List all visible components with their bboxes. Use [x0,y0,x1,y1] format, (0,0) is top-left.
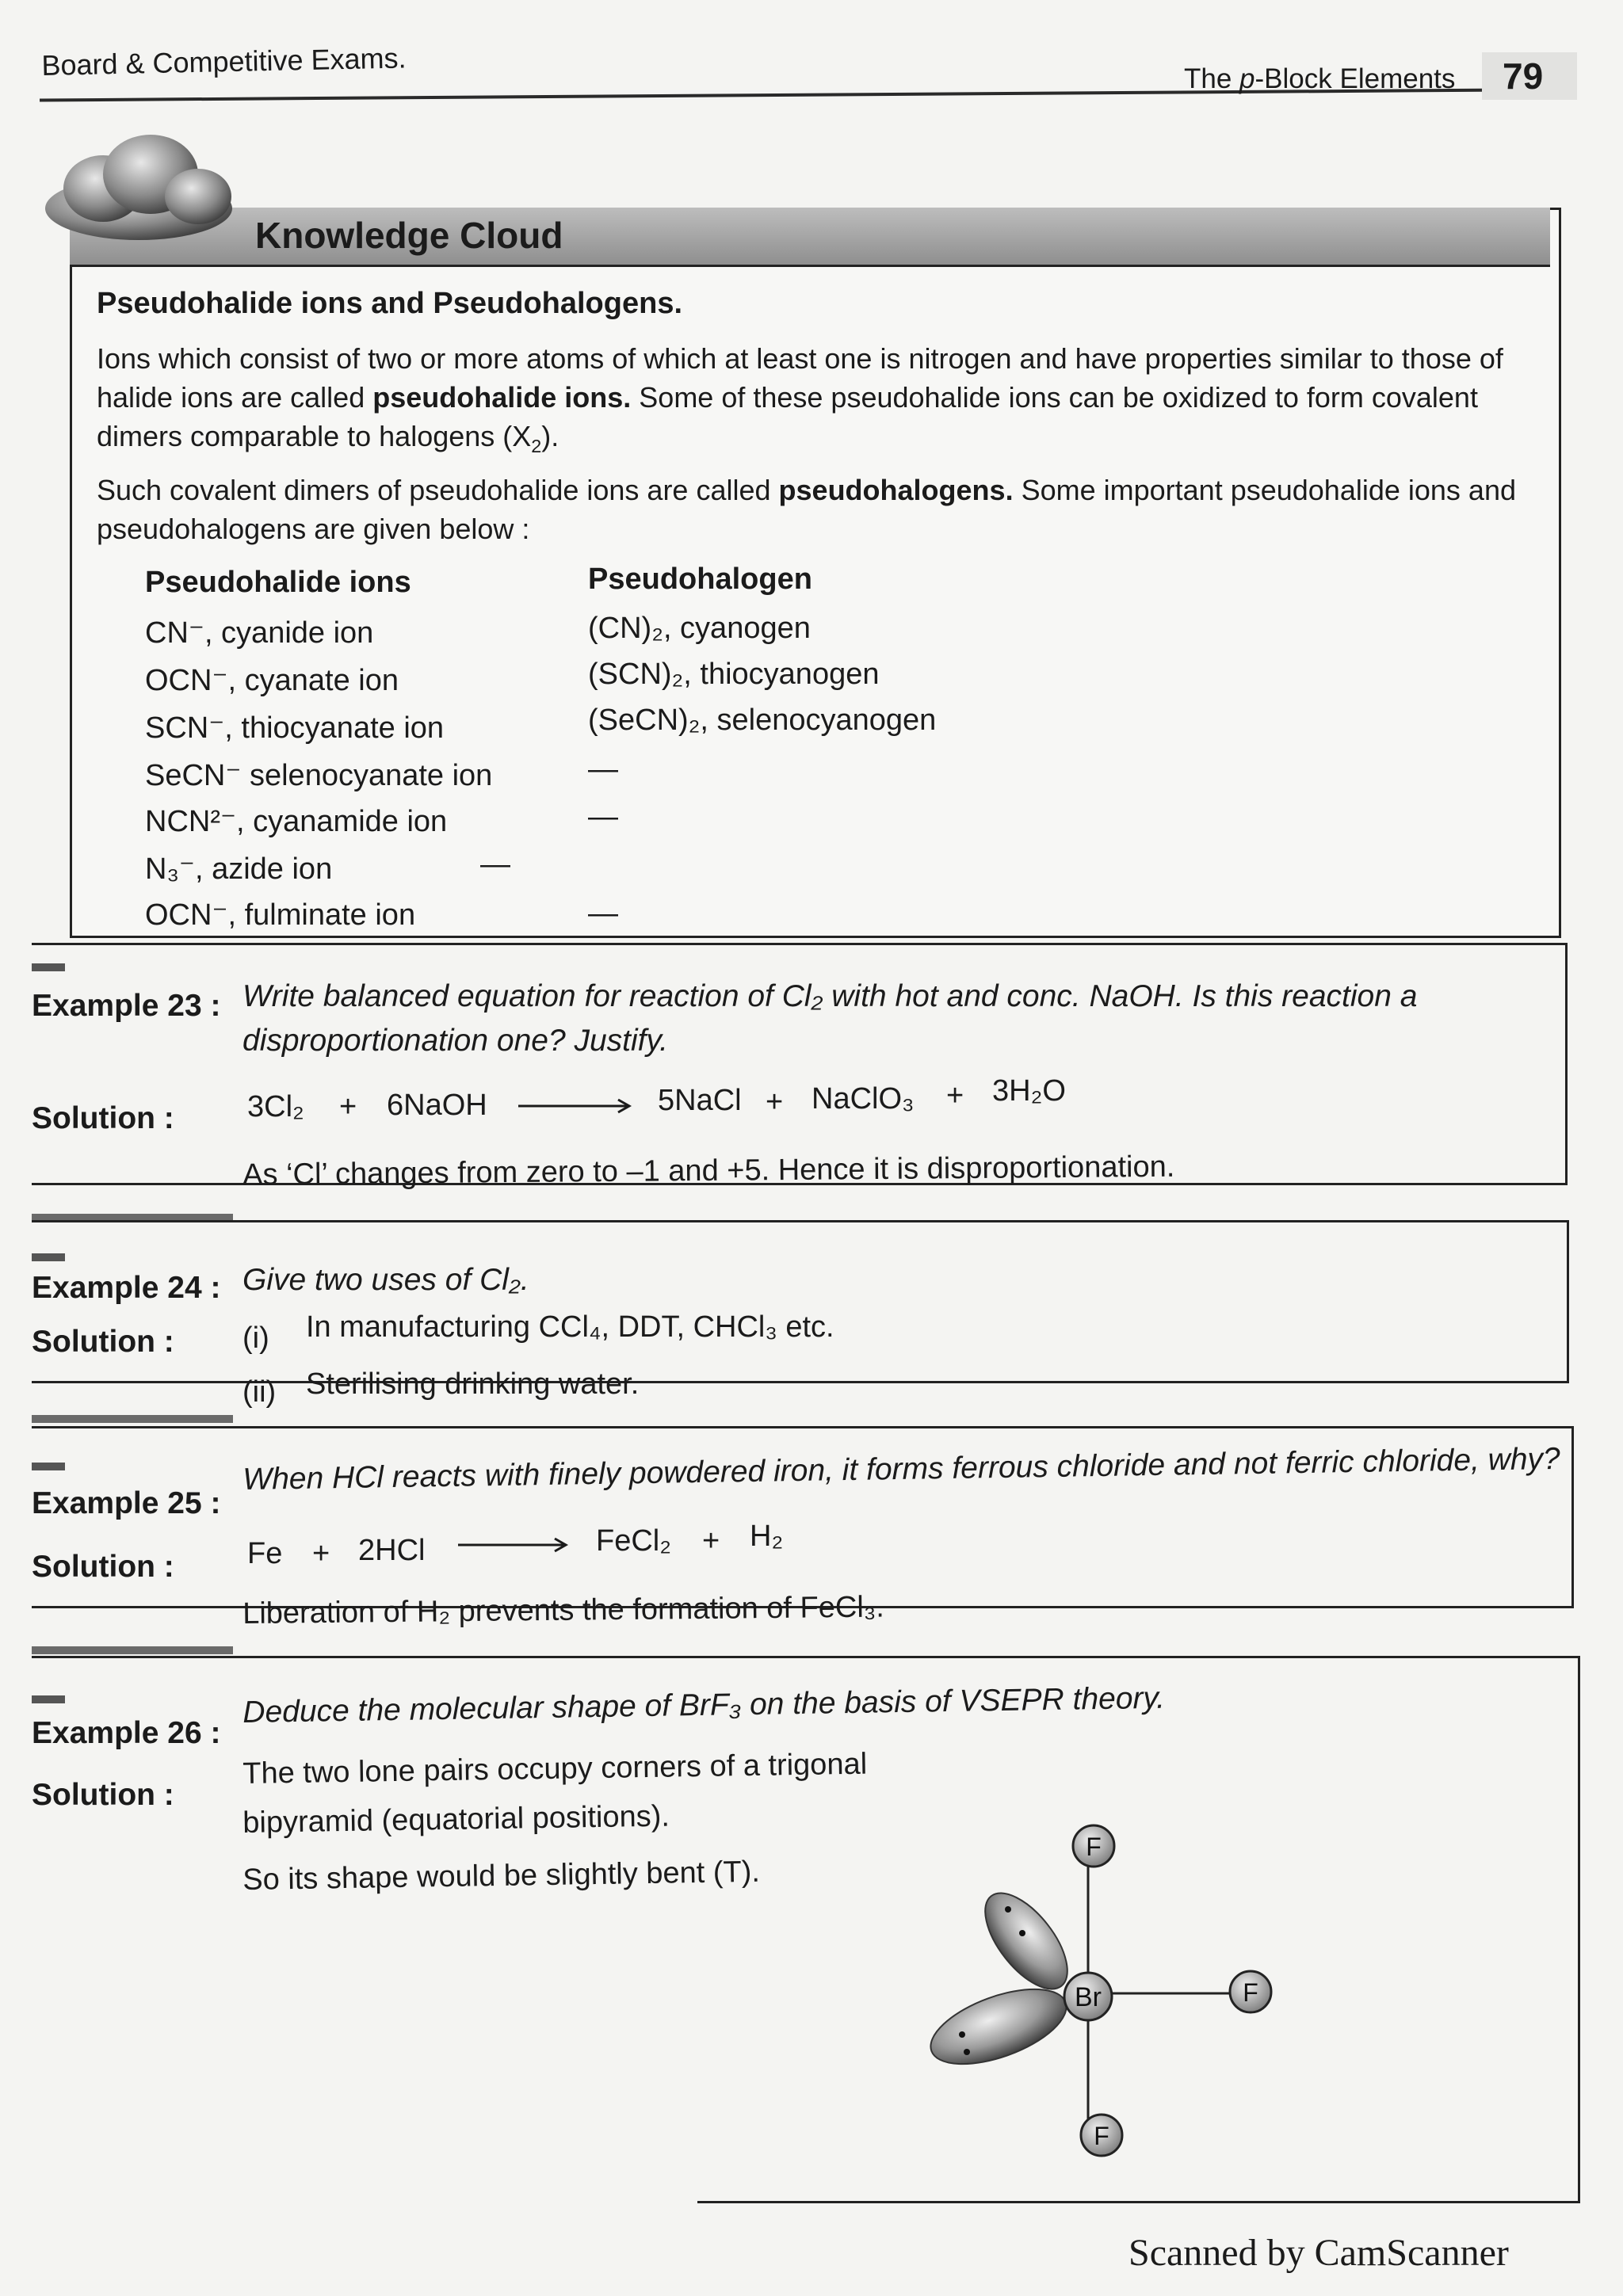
table-row-halogen: — [588,753,618,786]
cloud-icon [40,125,238,244]
equation-term: 6NaOH [387,1089,487,1122]
example-25-solution-label: Solution : [32,1550,174,1584]
atom-f-right [1230,1971,1271,2012]
table-row-halogen: — [480,848,510,881]
example-26-question: Deduce the molecular shape of BrF₃ on the basis of VSEPR theory. [242,1680,1166,1730]
svg-text:F: F [1243,1978,1258,2007]
atom-br-center [1064,1973,1112,2020]
list-item: In manufacturing CCl₄, DDT, CHCl₃ etc. [306,1310,834,1344]
equation-plus: + [946,1079,964,1112]
equation-term: 3H₂O [992,1074,1066,1108]
example-26-tick [32,1695,65,1703]
table-row-ion: N₃⁻, azide ion [145,852,333,886]
column-header-pseudohalogen: Pseudohalogen [588,563,812,596]
example-26-bottom-rule [697,2201,1580,2203]
example-25-question: When HCl reacts with finely powdered iron, it forms ferrous chloride and not ferric chloride, why? [242,1441,1561,1497]
lone-pair-lobe-upper [970,1879,1083,2002]
equation-plus: + [312,1537,330,1570]
equation-term: FeCl₂ [596,1524,671,1558]
column-header-pseudohalide-ions: Pseudohalide ions [145,566,411,599]
brf3-molecule-diagram [903,1814,1284,2163]
equation-plus: + [702,1524,720,1558]
reaction-arrow-icon [517,1097,636,1116]
equation-term: H₂ [750,1520,784,1553]
example-25-explanation: Liberation of H₂ prevents the formation of FeCl₃. [242,1590,885,1630]
example-24-solution-label: Solution : [32,1325,174,1359]
example-26-solution-label: Solution : [32,1778,174,1812]
example-23-tick [32,963,65,971]
example-23-explanation: As ‘Cl’ changes from zero to –1 and +5. Hence it is disproportionation. [242,1150,1175,1192]
equation-term: 5NaCl [658,1084,742,1117]
table-row-halogen: — [588,800,618,833]
header-chapter-title: The p-Block Elements [1184,63,1456,94]
example-25-label: Example 25 : [32,1486,221,1520]
list-item-number: (i) [242,1322,269,1355]
table-row-ion: SeCN⁻ selenocyanate ion [145,759,493,792]
header-left-title: Board & Competitive Exams. [41,41,407,82]
table-row-halogen: — [588,897,618,930]
example-26-solution-line-1: The two lone pairs occupy corners of a trigonal [242,1747,868,1791]
list-item-number: (ii) [242,1375,277,1409]
example-24-question: Give two uses of Cl₂. [242,1263,529,1297]
table-row-ion: NCN²⁻, cyanamide ion [145,805,448,838]
example-26-solution-line-2: bipyramid (equatorial positions). [242,1799,670,1840]
equation-plus: + [339,1090,357,1123]
example-23-solution-label: Solution : [32,1101,174,1135]
example-24-underbar [32,1415,233,1423]
table-row-ion: OCN⁻, cyanate ion [145,664,399,697]
table-row-ion: SCN⁻, thiocyanate ion [145,711,445,745]
example-26-box [32,1656,1580,2203]
svg-text:F: F [1094,2122,1109,2150]
example-24-tick [32,1253,65,1261]
atom-f-top [1073,1825,1114,1867]
knowledge-cloud-heading: Pseudohalide ions and Pseudohalogens. [97,287,683,320]
knowledge-cloud-paragraph-2: Such covalent dimers of pseudohalide ions are called pseudohalogens. Some important pseudohalide ions and pseudohalogens are given below : [97,474,1516,545]
knowledge-cloud-paragraph-1: Ions which consist of two or more atoms of which at least one is nitrogen and have properties similar to those of halide ions are called pseudohalide ions. Some of these pseudohalide ions can be oxidized to form covalent dimers comparable to halogens $(X_2)$. [97,342,1503,457]
example-23-question: Write balanced equation for reaction of Cl₂ with hot and conc. NaOH. Is this reaction a disproportionation one? Justify. [242,979,1418,1058]
svg-text:F: F [1086,1833,1102,1861]
knowledge-cloud-title: Knowledge Cloud [255,215,563,256]
equation-term: NaClO₃ [812,1082,915,1116]
table-row-halogen: (SCN)₂, thiocyanogen [588,658,880,691]
equation-term: Fe [247,1537,283,1570]
svg-text:Br: Br [1075,1982,1102,2012]
example-26-label: Example 26 : [32,1716,221,1750]
example-25-underbar [32,1646,233,1654]
list-item: Sterilising drinking water. [306,1367,640,1401]
example-25-tick [32,1463,65,1470]
scanned-watermark: Scanned by CamScanner [1128,2232,1509,2274]
example-23-label: Example 23 : [32,989,221,1023]
equation-plus: + [766,1085,784,1119]
equation-term: 3Cl₂ [247,1090,304,1123]
reaction-arrow-icon [456,1535,572,1554]
table-row-ion: OCN⁻, fulminate ion [145,898,416,932]
table-row-ion: CN⁻, cyanide ion [145,616,374,650]
atom-f-bottom [1081,2115,1122,2156]
table-row-halogen: (SeCN)₂, selenocyanogen [588,704,937,737]
table-row-halogen: (CN)₂, cyanogen [588,612,811,645]
example-24-label: Example 24 : [32,1271,221,1305]
example-24-box [32,1220,1569,1383]
page-number: 79 [1482,52,1577,100]
example-26-solution-line-3: So its shape would be slightly bent (T). [242,1855,761,1897]
equation-term: 2HCl [358,1534,426,1567]
